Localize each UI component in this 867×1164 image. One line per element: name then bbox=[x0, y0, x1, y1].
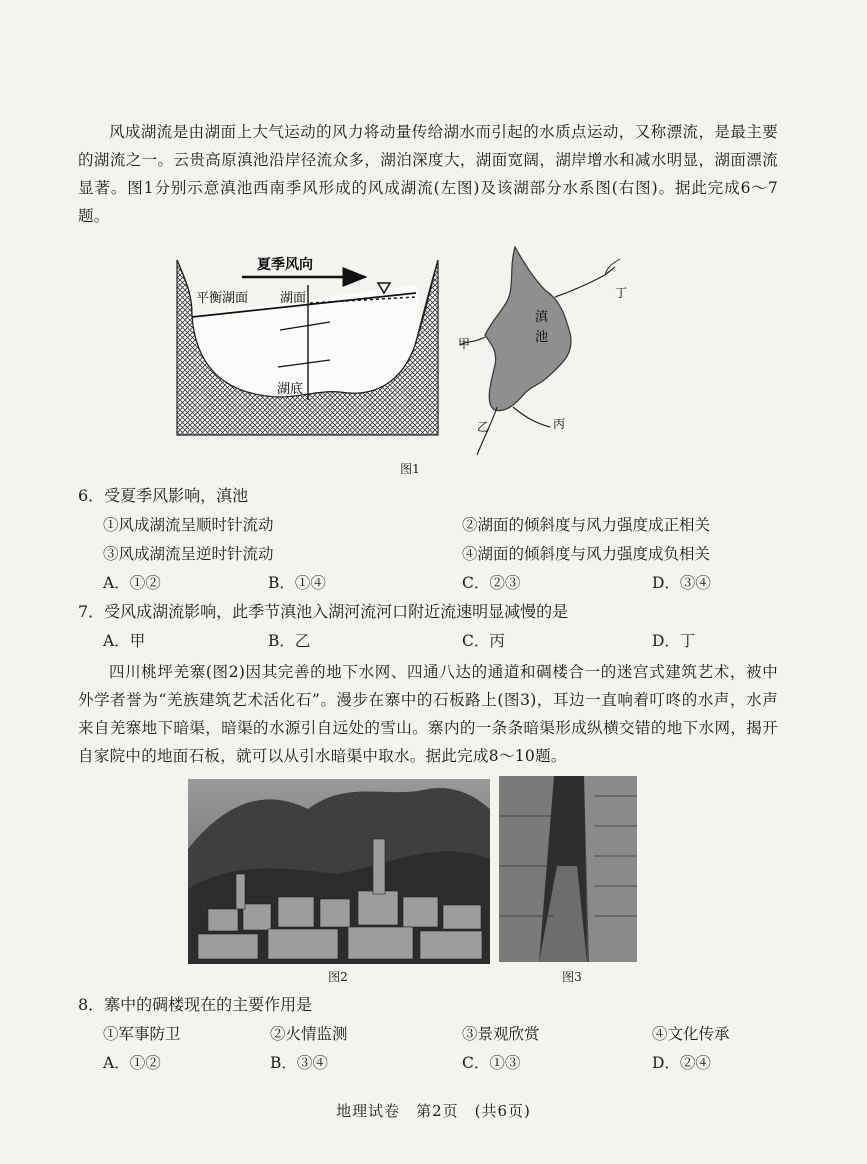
q8-statement-3: ③景观欣赏 bbox=[462, 1025, 540, 1043]
figure-2-caption: 图2 bbox=[328, 970, 348, 984]
q6-statement-3: ③风成湖流呈逆时针流动 bbox=[103, 545, 274, 563]
q8-option-c[interactable]: C．①③ bbox=[462, 1054, 521, 1072]
q6-option-a[interactable]: A．①② bbox=[103, 574, 161, 592]
intro-paragraph-8-10: 四川桃坪羌寨(图2)因其完善的地下水网、四通八达的通道和碉楼合一的迷宫式建筑艺术，被中外学者誉为“羌族建筑艺术活化石”。漫步在寨中的石板路上(图3)，耳边一直响着叮咚的水声，水声来自羌寨地下暗渠，暗渠的水源引自远处的雪山。寨内的一条条暗渠形成纵横交错的地下水网，揭开自家院中的地面石板，就可以从引水暗渠中取水。据此完成8～10题。 bbox=[78, 663, 778, 765]
figure-3-caption: 图3 bbox=[562, 970, 582, 984]
dianchi-lake-shape bbox=[485, 247, 571, 411]
q7-option-c[interactable]: C．丙 bbox=[462, 632, 505, 650]
page-footer: 地理试卷 第2页 (共6页) bbox=[336, 1102, 531, 1120]
balance-surface-label: 平衡湖面 bbox=[196, 291, 249, 306]
figure-1-caption: 图1 bbox=[400, 462, 420, 476]
q7-option-d[interactable]: D．丁 bbox=[652, 632, 696, 650]
q7-option-a[interactable]: A．甲 bbox=[103, 632, 146, 650]
question-6-stem: 6．受夏季风影响，滇池 bbox=[78, 486, 249, 505]
figure-3-photo bbox=[499, 776, 637, 962]
figure-1 bbox=[170, 245, 650, 460]
q6-statement-2: ②湖面的倾斜度与风力强度成正相关 bbox=[462, 516, 711, 534]
q6-option-d[interactable]: D．③④ bbox=[652, 574, 711, 592]
question-8-stem: 8．寨中的碉楼现在的主要作用是 bbox=[78, 995, 313, 1014]
q8-statement-4: ④文化传承 bbox=[652, 1025, 730, 1043]
q7-option-b[interactable]: B．乙 bbox=[268, 632, 311, 650]
surface-label: 湖面 bbox=[280, 291, 307, 306]
river-label-bing: 丙 bbox=[553, 417, 566, 431]
q8-option-a[interactable]: A．①② bbox=[103, 1054, 161, 1072]
q8-statement-2: ②火情监测 bbox=[270, 1025, 348, 1043]
river-bing bbox=[513, 407, 550, 427]
lake-label-1: 滇 bbox=[535, 310, 549, 325]
q6-option-c[interactable]: C．②③ bbox=[462, 574, 521, 592]
river-label-ding: 丁 bbox=[615, 286, 628, 300]
question-7-stem: 7．受风成湖流影响，此季节滇池入湖河流河口附近流速明显减慢的是 bbox=[78, 602, 569, 621]
bottom-label: 湖底 bbox=[277, 382, 304, 397]
q8-option-b[interactable]: B．③④ bbox=[270, 1054, 328, 1072]
q6-statement-4: ④湖面的倾斜度与风力强度成负相关 bbox=[462, 545, 711, 563]
wind-label: 夏季风向 bbox=[257, 257, 313, 273]
intro-paragraph-6-7: 风成湖流是由湖面上大气运动的风力将动量传给湖水而引起的水质点运动，又称漂流，是最主要的湖流之一。云贵高原滇池沿岸径流众多，湖泊深度大，湖面宽阔，湖岸增水和减水明显，湖面漂流显著。图1分别示意滇池西南季风形成的风成湖流(左图)及该湖部分水系图(右图)。据此完成6～7题。 bbox=[78, 123, 778, 225]
q8-statement-1: ①军事防卫 bbox=[103, 1025, 181, 1043]
figure-2-photo bbox=[188, 779, 490, 964]
q6-statement-1: ①风成湖流呈顺时针流动 bbox=[103, 516, 274, 534]
lake-label-2: 池 bbox=[535, 330, 549, 345]
river-label-jia: 甲 bbox=[458, 337, 471, 351]
river-label-yi: 乙 bbox=[477, 420, 490, 434]
q8-option-d[interactable]: D．②④ bbox=[652, 1054, 711, 1072]
lake-map bbox=[458, 247, 627, 455]
q6-option-b[interactable]: B．①④ bbox=[268, 574, 326, 592]
